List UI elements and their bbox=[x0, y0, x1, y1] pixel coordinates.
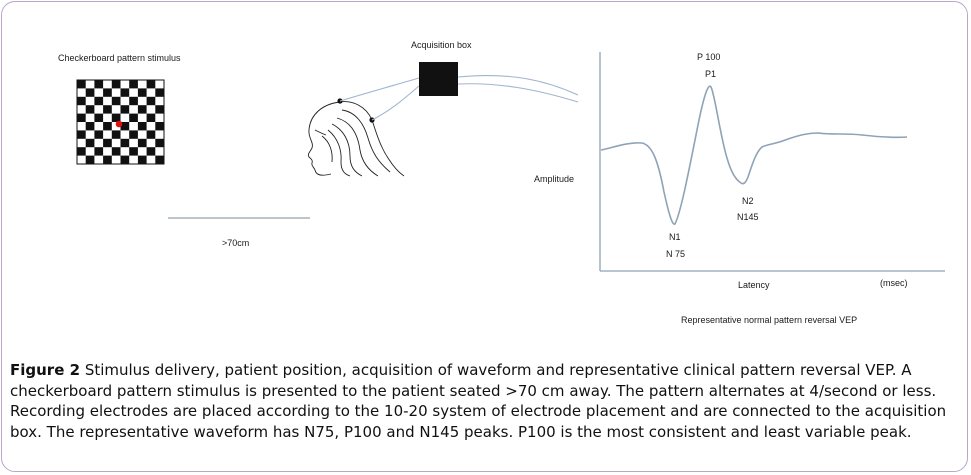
msec-label: (msec) bbox=[880, 278, 908, 288]
checker-square bbox=[147, 114, 156, 122]
figure-caption bbox=[10, 360, 960, 442]
checker-square bbox=[103, 156, 112, 164]
checker-square bbox=[103, 105, 112, 113]
checker-square bbox=[77, 80, 86, 88]
caption-label: Figure 2 bbox=[10, 361, 81, 379]
checker-square bbox=[129, 114, 138, 122]
checker-square bbox=[94, 147, 103, 155]
electrode-cables bbox=[340, 76, 578, 120]
checker-square bbox=[138, 156, 147, 164]
checker-square bbox=[121, 88, 130, 96]
n75-label: N 75 bbox=[666, 249, 686, 259]
caption-text: Stimulus delivery, patient position, acquisition of waveform and representative clinical pattern reversal VEP. A checkerboard pattern stimulus is presented to the patient seated >70 cm away. The pattern alternates at 4/second or less. Recording electrodes are placed according to the 10-20 system of electrode placement and are connected to the acquisition box. The representative waveform has N75, P100 and N145 peaks. P100 is the most consistent and least variable peak. bbox=[10, 361, 947, 441]
checker-square bbox=[86, 122, 95, 130]
p1-label: P1 bbox=[705, 69, 717, 79]
checker-square bbox=[112, 80, 121, 88]
checker-square bbox=[103, 88, 112, 96]
checker-square bbox=[147, 97, 156, 105]
checker-square bbox=[112, 147, 121, 155]
p100-label: P 100 bbox=[697, 52, 721, 62]
checker-square bbox=[77, 114, 86, 122]
checker-square bbox=[94, 80, 103, 88]
checker-square bbox=[121, 156, 130, 164]
checker-square bbox=[155, 88, 164, 96]
checker-square bbox=[112, 130, 121, 138]
checker-square bbox=[129, 80, 138, 88]
vep-waveform bbox=[601, 86, 907, 224]
vep-subtitle: Representative normal pattern reversal VEP bbox=[681, 315, 858, 325]
distance-label: >70cm bbox=[222, 238, 250, 248]
checker-square bbox=[86, 139, 95, 147]
checker-square bbox=[147, 80, 156, 88]
checker-square bbox=[86, 105, 95, 113]
checker-square bbox=[94, 114, 103, 122]
acquisition-label: Acquisition box bbox=[411, 40, 472, 50]
n1-label: N1 bbox=[669, 232, 681, 242]
checker-square bbox=[129, 130, 138, 138]
fixation-dot bbox=[116, 121, 123, 128]
vep-axes bbox=[600, 52, 945, 271]
checker-square bbox=[77, 147, 86, 155]
checker-square bbox=[103, 122, 112, 130]
checker-square bbox=[121, 139, 130, 147]
patient-head-icon bbox=[308, 102, 404, 176]
checker-square bbox=[129, 147, 138, 155]
checker-square bbox=[129, 97, 138, 105]
checker-square bbox=[94, 97, 103, 105]
checker-square bbox=[147, 130, 156, 138]
latency-label: Latency bbox=[738, 280, 770, 290]
n2-label: N2 bbox=[742, 196, 754, 206]
checker-square bbox=[138, 88, 147, 96]
checker-square bbox=[138, 105, 147, 113]
checker-square bbox=[86, 156, 95, 164]
checker-square bbox=[112, 97, 121, 105]
checker-square bbox=[138, 139, 147, 147]
checker-square bbox=[94, 130, 103, 138]
checker-square bbox=[138, 122, 147, 130]
checker-square bbox=[103, 139, 112, 147]
n145-label: N145 bbox=[737, 212, 759, 222]
checker-square bbox=[155, 105, 164, 113]
stimulus-label: Checkerboard pattern stimulus bbox=[58, 53, 181, 63]
checker-square bbox=[147, 147, 156, 155]
checker-square bbox=[155, 156, 164, 164]
acquisition-box bbox=[419, 62, 458, 96]
amplitude-label: Amplitude bbox=[534, 174, 575, 184]
checker-square bbox=[155, 139, 164, 147]
checker-square bbox=[121, 105, 130, 113]
checker-square bbox=[86, 88, 95, 96]
checker-square bbox=[77, 97, 86, 105]
checker-square bbox=[155, 122, 164, 130]
checker-square bbox=[77, 130, 86, 138]
